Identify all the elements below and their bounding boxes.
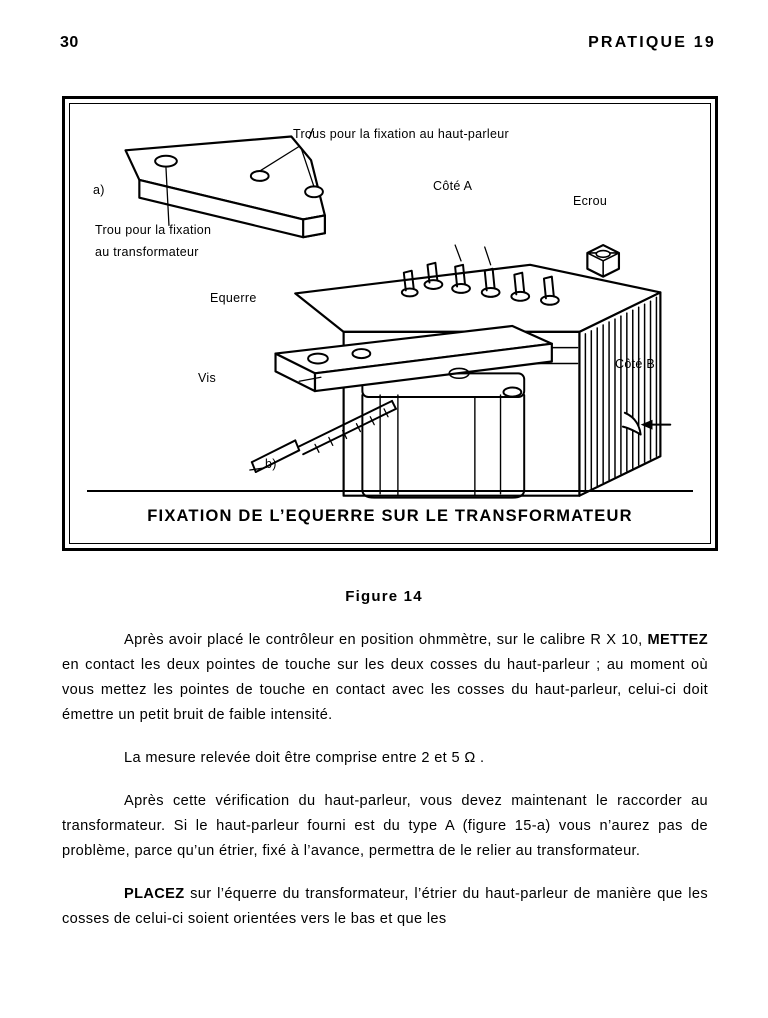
figure-label-side-a: Côté A bbox=[433, 179, 473, 193]
figure-label-bracket: Equerre bbox=[210, 291, 257, 305]
figure-number: Figure 14 bbox=[345, 588, 423, 605]
figure-label-nut: Ecrou bbox=[573, 194, 608, 208]
running-head: PRATIQUE 19 bbox=[588, 34, 716, 51]
figure-illustration bbox=[65, 99, 715, 548]
body-text bbox=[62, 628, 708, 950]
figure-label-hole-transformer-line1: Trou pour la fixation bbox=[95, 223, 212, 237]
figure-label-hole-transformer-line2: au transformateur bbox=[95, 245, 199, 259]
figure-label-b: b) bbox=[265, 457, 277, 471]
figure-box bbox=[62, 96, 718, 551]
figure-label-holes-speaker: Trous pour la fixation au haut-parleur bbox=[293, 127, 509, 141]
paragraph-2: La mesure relevée doit être comprise entre 2 et 5 Ω . bbox=[124, 750, 485, 766]
paragraph-4: PLACEZ sur l’équerre du transformateur, l’étrier du haut-parleur de manière que les cosses de celui-ci soient orientées vers le bas et que les bbox=[62, 886, 708, 927]
figure-label-screw: Vis bbox=[198, 371, 217, 385]
page-header bbox=[60, 30, 716, 56]
figure-label-a: a) bbox=[93, 183, 105, 197]
page-number: 30 bbox=[60, 34, 79, 51]
paragraph-1: Après avoir placé le contrôleur en position ohmmètre, sur le calibre R X 10, METTEZ en contact les deux pointes de touche sur les deux cosses du haut-parleur ; au moment où vous mettez les pointes de touche en contact avec les cosses du haut-parleur, celui-ci doit émettre un petit bruit de faible intensité. bbox=[62, 632, 708, 723]
figure-label-side-b: Côté B bbox=[615, 357, 656, 371]
figure-caption: FIXATION DE L’EQUERRE SUR LE TRANSFORMATEUR bbox=[147, 507, 633, 525]
figure-caption-divider bbox=[87, 490, 693, 492]
paragraph-3: Après cette vérification du haut-parleur, vous devez maintenant le raccorder au transformateur. Si le haut-parleur fourni est du type A (figure 15-a) vous n’aurez pas de problème, parce qu’un étrier, fixé à l’avance, permettra de le relier au transformateur. bbox=[62, 793, 708, 859]
